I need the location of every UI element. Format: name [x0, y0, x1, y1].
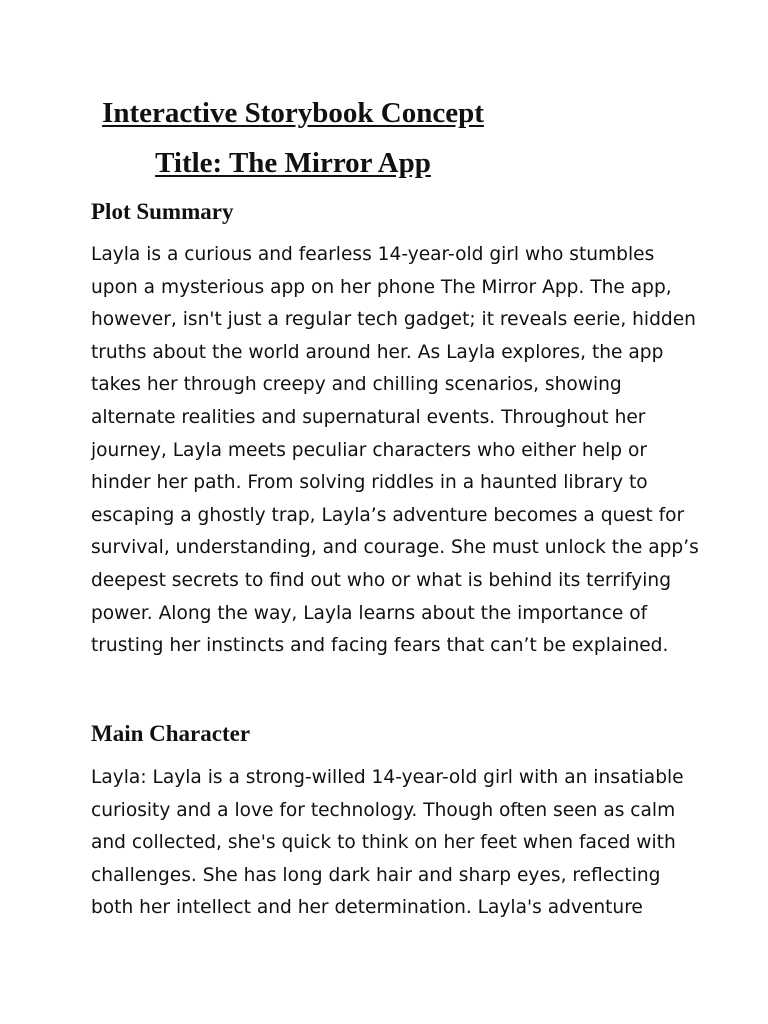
paragraph-line: deepest secrets to find out who or what is behind its terrifying [91, 569, 672, 591]
paragraph-line: power. Along the way, Layla learns about the importance of [91, 602, 648, 624]
paragraph-line: truths about the world around her. As Layla explores, the app [91, 341, 664, 363]
paragraph-plot-summary [91, 239, 699, 663]
paragraph-line: and collected, she's quick to think on her feet when faced with [91, 832, 676, 854]
paragraph-line: challenges. She has long dark hair and sharp eyes, reflecting [91, 864, 661, 886]
paragraph-line: Layla is a curious and fearless 14-year-old girl who stumbles [91, 244, 655, 265]
paragraph-line: hinder her path. From solving riddles in a haunted library to [91, 472, 648, 494]
paragraph-line: takes her through creepy and chilling scenarios, showing [91, 374, 622, 396]
paragraph-line: journey, Layla meets peculiar characters who either help or [91, 439, 648, 461]
section-heading-plot-summary: Plot Summary [91, 199, 234, 224]
paragraph-line: upon a mysterious app on her phone The Mirror App. The app, [91, 276, 672, 298]
paragraph-line: survival, understanding, and courage. She must unlock the app’s [91, 537, 699, 559]
section-heading-main-character: Main Character [91, 721, 251, 746]
document-title: Interactive Storybook Concept [102, 97, 484, 129]
paragraph-line: curiosity and a love for technology. Though often seen as calm [91, 799, 676, 821]
document-subtitle: Title: The Mirror App [155, 147, 431, 179]
paragraph-main-character [91, 762, 691, 925]
paragraph-line: however, isn't just a regular tech gadget; it reveals eerie, hidden [91, 309, 696, 331]
paragraph-line: trusting her instincts and facing fears that can’t be explained. [91, 635, 669, 657]
paragraph-line: Layla: Layla is a strong-willed 14-year-old girl with an insatiable [91, 767, 684, 788]
paragraph-line: alternate realities and supernatural events. Throughout her [91, 406, 646, 428]
paragraph-line: escaping a ghostly trap, Layla’s adventure becomes a quest for [91, 504, 685, 526]
paragraph-line: both her intellect and her determination. Layla's adventure [91, 897, 643, 919]
